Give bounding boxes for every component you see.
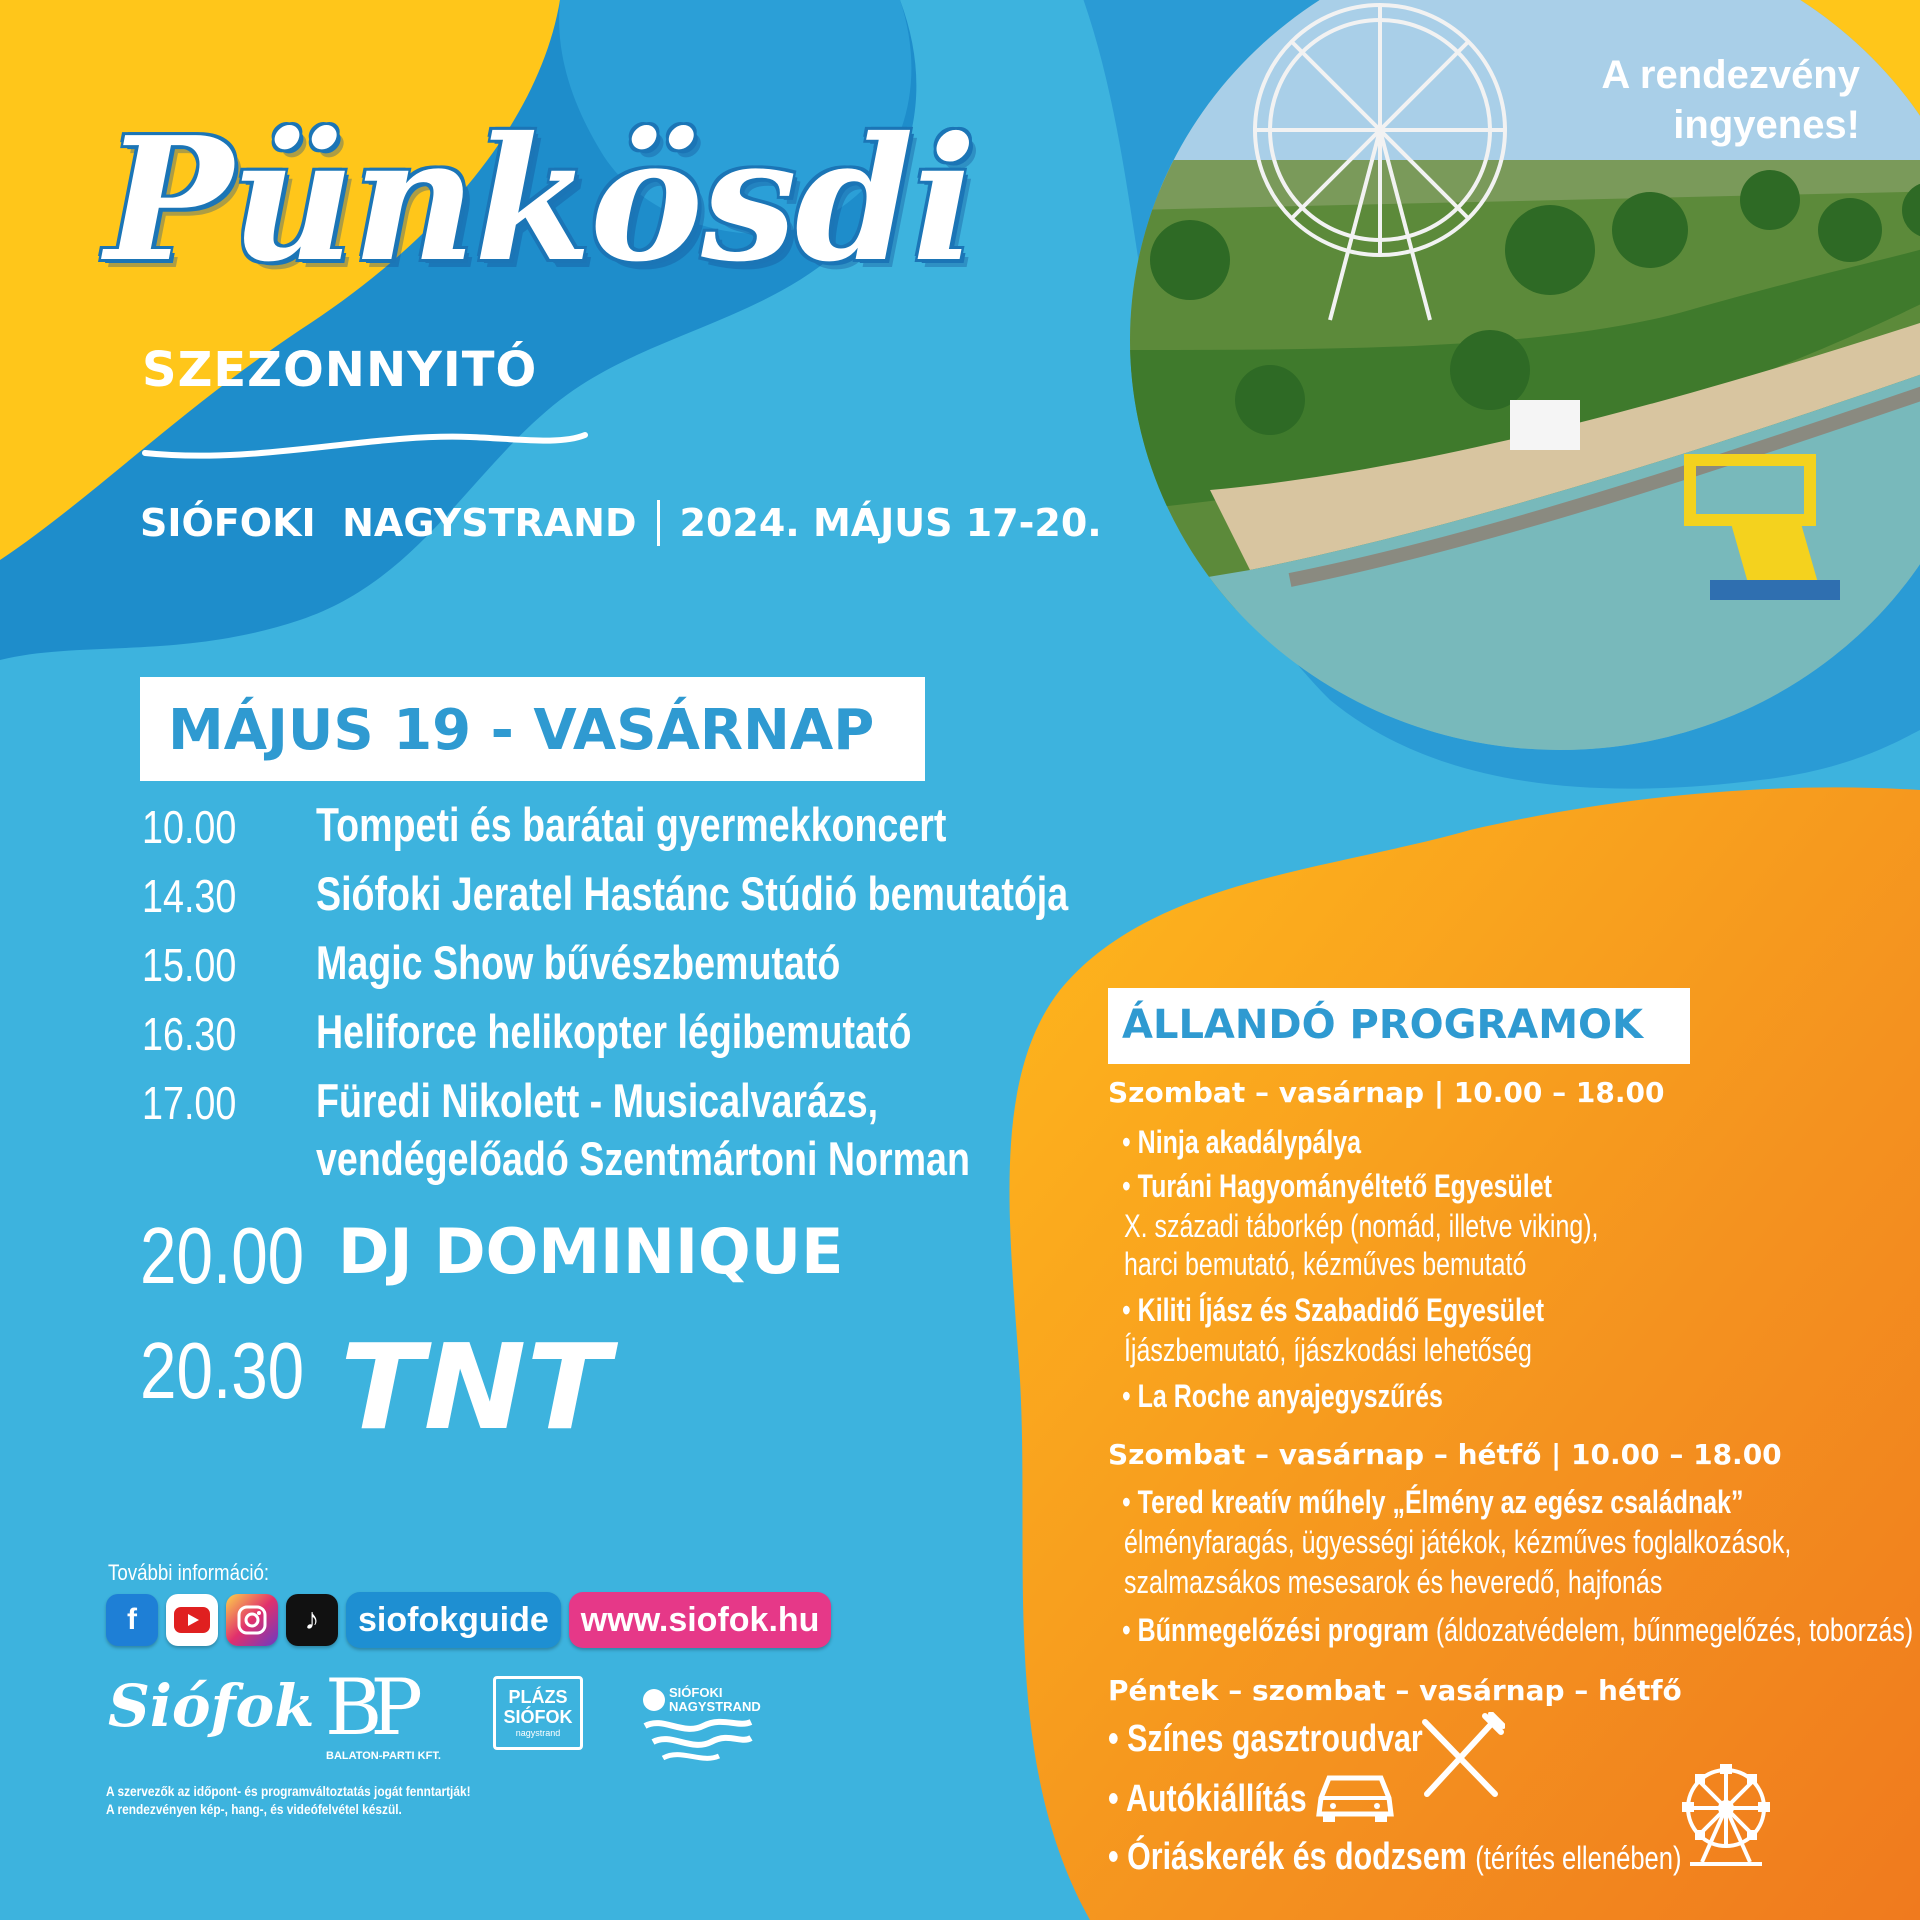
program-note: (térítés ellenében) xyxy=(1475,1840,1682,1876)
program-name: Turáni Hagyományéltető Egyesület xyxy=(1137,1168,1552,1204)
program-item: • Tered kreatív műhely „Élmény az egész családnak” xyxy=(1122,1484,1744,1520)
day-title: MÁJUS 19 - VASÁRNAP xyxy=(168,698,875,763)
schedule-time: 17.00 xyxy=(142,1077,237,1129)
tiktok-icon[interactable]: ♪ xyxy=(286,1594,338,1646)
bp-logo: BP xyxy=(325,1663,411,1753)
wave-icon xyxy=(643,1714,753,1764)
disclaimer xyxy=(106,1782,471,1818)
tnt-logo xyxy=(340,1338,620,1434)
more-info-label: További információ: xyxy=(108,1560,270,1585)
car-icon xyxy=(1315,1768,1395,1824)
program-item: • Bűnmegelőzési program (áldozatvédelem, bűnmegelőzés, toborzás) xyxy=(1122,1612,1914,1648)
headliner-time: 20.30 xyxy=(140,1326,305,1415)
schedule-act: Füredi Nikolett - Musicalvarázs, xyxy=(316,1074,879,1127)
instagram-icon[interactable] xyxy=(226,1594,278,1646)
youtube-icon[interactable] xyxy=(166,1594,218,1646)
plazs-line-3: nagystrand xyxy=(515,1728,561,1738)
program-note: (áldozatvédelem, bűnmegelőzés, toborzás) xyxy=(1435,1612,1914,1648)
disclaimer-line-2: A rendezvényen kép-, hang-, és videófelvétel készül. xyxy=(106,1801,402,1817)
headliner-dj: DJ DOMINIQUE xyxy=(338,1215,844,1288)
sun-icon xyxy=(643,1689,665,1711)
schedule-act: Tompeti és barátai gyermekkoncert xyxy=(316,798,947,851)
dates: 2024. MÁJUS 17-20. xyxy=(679,501,1102,545)
bp-logo-sub: BALATON-PARTI KFT. xyxy=(326,1750,441,1762)
group-heading: Szombat – vasárnap | 10.00 – 18.00 xyxy=(1108,1076,1665,1109)
event-subtitle: SZEZONNYITÓ xyxy=(142,342,538,398)
schedule-time: 16.30 xyxy=(142,1008,237,1060)
ferris-wheel-icon xyxy=(1676,1762,1776,1872)
siofokguide-link[interactable]: siofokguide xyxy=(346,1592,561,1648)
program-name: Kiliti Íjász és Szabadidő Egyesület xyxy=(1137,1292,1545,1328)
program-desc: élményfaragás, ügyességi játékok, kézműves foglalkozások, xyxy=(1124,1524,1792,1560)
schedule-act: Siófoki Jeratel Hastánc Stúdió bemutatója xyxy=(316,867,1069,920)
schedule-time: 14.30 xyxy=(142,870,237,922)
group-heading: Szombat – vasárnap – hétfő | 10.00 – 18.00 xyxy=(1108,1438,1782,1471)
plazs-line-1: PLÁZS xyxy=(508,1687,568,1707)
schedule-act: Heliforce helikopter légibemutató xyxy=(316,1005,912,1058)
schedule-time: 15.00 xyxy=(142,939,237,991)
program-item: • Ninja akadálypálya xyxy=(1122,1124,1362,1160)
facebook-icon[interactable]: f xyxy=(106,1594,158,1646)
disclaimer-line-1: A szervezők az időpont- és programváltoztatás jogát fenntartják! xyxy=(106,1783,471,1799)
program-item: • Óriáskerék és dodzsem (térítés ellenében) xyxy=(1108,1836,1682,1878)
program-item: • Autókiállítás xyxy=(1108,1778,1307,1820)
program-item: • La Roche anyajegyszűrés xyxy=(1122,1378,1443,1414)
social-links xyxy=(106,1592,831,1648)
program-desc: Íjászbemutató, íjászkodási lehetőség xyxy=(1124,1332,1532,1368)
website-link[interactable]: www.siofok.hu xyxy=(569,1592,832,1648)
program-name: Autókiállítás xyxy=(1125,1778,1307,1820)
program-name: Tered kreatív műhely „Élmény az egész családnak” xyxy=(1137,1484,1744,1520)
program-item: • Kiliti Íjász és Szabadidő Egyesület xyxy=(1122,1292,1545,1328)
program-desc: szalmazsákos mesesarok és heveredő, hajfonás xyxy=(1124,1564,1663,1600)
group-heading: Péntek – szombat – vasárnap – hétfő xyxy=(1108,1674,1682,1707)
plazs-line-2: SIÓFOK xyxy=(503,1707,573,1727)
plazs-siofok-logo xyxy=(493,1676,583,1750)
fork-knife-icon xyxy=(1415,1712,1505,1802)
program-name: La Roche anyajegyszűrés xyxy=(1137,1378,1443,1414)
headliner-time: 20.00 xyxy=(140,1211,305,1300)
program-desc: X. századi táborkép (nomád, illetve viking), xyxy=(1124,1208,1599,1244)
program-desc: harci bemutató, kézműves bemutató xyxy=(1124,1246,1527,1282)
event-title: Pünkösdi xyxy=(105,100,975,300)
title-swoosh xyxy=(140,425,590,465)
schedule-act-cont: vendégelőadó Szentmártoni Norman xyxy=(316,1132,970,1185)
program-name: Ninja akadálypálya xyxy=(1137,1124,1362,1160)
badge-line-2: ingyenes! xyxy=(1673,103,1860,147)
nagystrand-line-1: SIÓFOKI xyxy=(669,1685,723,1700)
tnt-logo-text: TNT xyxy=(340,1338,619,1434)
program-name: Óriáskerék és dodzsem xyxy=(1127,1836,1467,1878)
siofoki-nagystrand-logo xyxy=(643,1686,761,1769)
program-item: • Színes gasztroudvar xyxy=(1108,1718,1423,1760)
divider xyxy=(657,500,660,546)
schedule-time: 10.00 xyxy=(142,801,237,853)
program-name: Színes gasztroudvar xyxy=(1127,1718,1423,1760)
location-line xyxy=(140,500,1102,546)
badge-line-1: A rendezvény xyxy=(1601,53,1860,97)
siofok-logo: Siófok xyxy=(108,1672,315,1740)
program-item: • Turáni Hagyományéltető Egyesület xyxy=(1122,1168,1552,1204)
venue: SIÓFOKI NAGYSTRAND xyxy=(140,501,637,545)
schedule-act: Magic Show bűvészbemutató xyxy=(316,936,841,989)
free-event-badge xyxy=(1480,50,1860,150)
program-name: Bűnmegelőzési program xyxy=(1137,1612,1429,1648)
nagystrand-line-2: NAGYSTRAND xyxy=(669,1699,761,1714)
permanent-programs-title: ÁLLANDÓ PROGRAMOK xyxy=(1122,1002,1644,1048)
